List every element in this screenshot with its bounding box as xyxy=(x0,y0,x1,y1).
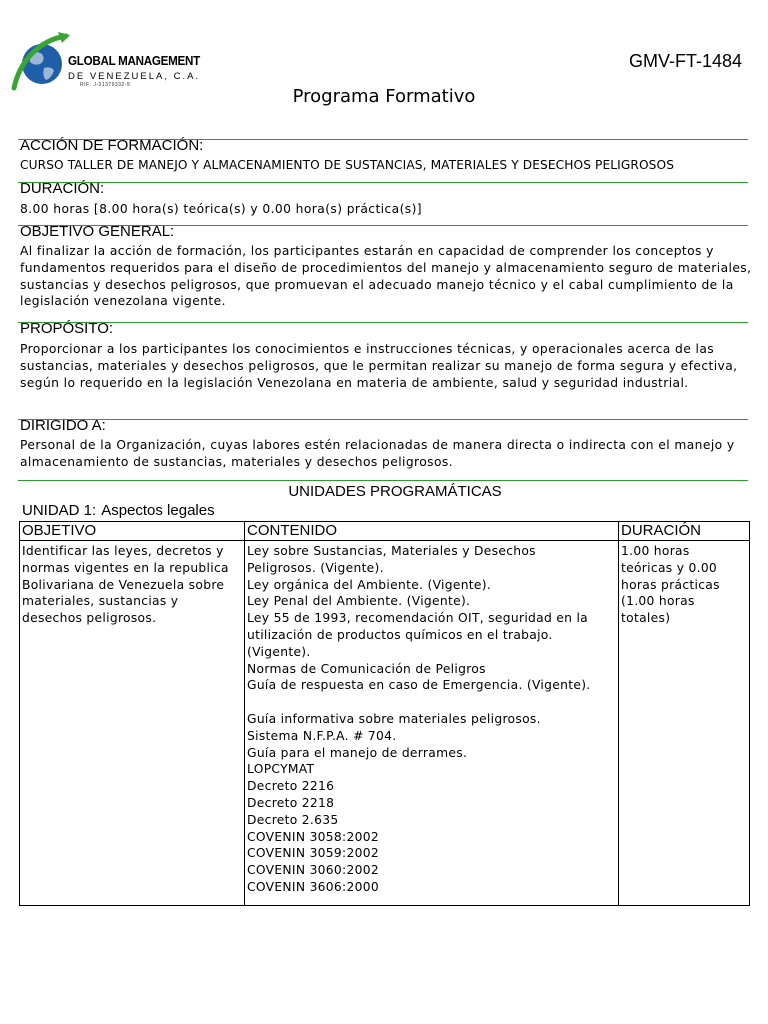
unidades-heading: UNIDADES PROGRAMÁTICAS xyxy=(288,483,502,500)
accion-text: CURSO TALLER DE MANEJO Y ALMACENAMIENTO DE SUSTANCIAS, MATERIALES Y DESECHOS PELIGROSOS xyxy=(20,158,675,172)
objetivo-cell: Identificar las leyes, decretos y normas vigentes en la republica Bolivariana de Venezuela sobre materiales, sustancias y desechos peligrosos. xyxy=(20,541,245,906)
duracion-line: teóricas y 0.00 xyxy=(621,560,718,575)
logo-rif: RIF: J-31379332-9 xyxy=(80,82,131,88)
table-header-row xyxy=(20,522,750,541)
column-header-contenido: CONTENIDO xyxy=(245,522,619,541)
document-title: Programa Formativo xyxy=(292,86,476,107)
contenido-line: Ley orgánica del Ambiente. (Vigente). xyxy=(247,577,492,592)
contenido-line: Peligrosos. (Vigente). xyxy=(247,560,384,575)
logo-brand-text: GLOBAL MANAGEMENT xyxy=(68,54,200,68)
contenido-line: Guía informativa sobre materiales peligrosos. xyxy=(247,711,541,726)
duracion-line: horas prácticas xyxy=(621,577,720,592)
proposito-text: Proporcionar a los participantes los conocimientos e instrucciones técnicas, y operacionales acerca de las sustancias, materiales y desechos peligrosos, que le permitan realizar su manejo de forma segura y efectiva, según lo requerido en la legislación Venezolana en materia de ambiente, salud y seguridad industrial. xyxy=(20,342,738,390)
contenido-line: COVENIN 3058:2002 xyxy=(247,829,379,844)
contenido-line: Decreto 2218 xyxy=(247,795,335,810)
contenido-line: utilización de productos químicos en el trabajo. xyxy=(247,627,553,642)
section-divider xyxy=(18,419,748,420)
objetivo-heading: OBJETIVO GENERAL: xyxy=(20,223,175,240)
section-divider xyxy=(18,480,748,481)
section-divider xyxy=(18,322,748,323)
unit-name: Aspectos legales xyxy=(101,502,215,519)
duracion-line: 1.00 horas xyxy=(621,544,690,558)
unit-label: UNIDAD 1: xyxy=(22,502,97,519)
dirigido-text: Personal de la Organización, cuyas labores estén relacionadas de manera directa o indirecta con el manejo y almacenamiento de sustancias, materiales y desechos peligrosos. xyxy=(20,438,735,469)
column-header-duracion: DURACIÓN xyxy=(619,522,750,541)
contenido-line: Ley sobre Sustancias, Materiales y Desechos xyxy=(247,544,536,558)
contenido-cell xyxy=(245,541,619,906)
duracion-cell xyxy=(619,541,750,906)
contenido-line: Ley 55 de 1993, recomendación OIT, seguridad en la xyxy=(247,611,589,626)
logo-subtitle: DE VENEZUELA, C.A. xyxy=(68,71,201,82)
contenido-line: COVENIN 3606:2000 xyxy=(247,879,379,894)
duracion-line: (1.00 horas xyxy=(621,594,695,609)
contenido-line: Sistema N.F.P.A. # 704. xyxy=(247,728,397,743)
accion-heading: ACCIÓN DE FORMACIÓN: xyxy=(20,137,204,154)
table-row xyxy=(20,541,750,906)
contenido-line: Ley Penal del Ambiente. (Vigente). xyxy=(247,594,471,609)
section-divider xyxy=(18,182,748,183)
contenido-line: Guía para el manejo de derrames. xyxy=(247,745,468,760)
contenido-line: Decreto 2216 xyxy=(247,779,335,794)
contenido-line: Normas de Comunicación de Peligros xyxy=(247,661,486,676)
unit-table xyxy=(19,521,750,906)
contenido-line: Decreto 2.635 xyxy=(247,812,339,827)
contenido-line xyxy=(247,694,616,711)
proposito-heading: PROPÓSITO: xyxy=(20,320,114,337)
document-code: GMV-FT-1484 xyxy=(628,51,742,71)
duracion-line: totales) xyxy=(621,611,671,626)
contenido-line: (Vigente). xyxy=(247,644,311,659)
company-logo xyxy=(10,30,200,94)
contenido-line: LOPCYMAT xyxy=(247,762,315,777)
contenido-line: COVENIN 3060:2002 xyxy=(247,863,379,878)
column-header-objetivo: OBJETIVO xyxy=(20,522,245,541)
duracion-heading: DURACIÓN: xyxy=(20,180,105,197)
dirigido-heading: DIRIGIDO A: xyxy=(20,417,106,434)
contenido-line: COVENIN 3059:2002 xyxy=(247,846,379,861)
unit-title xyxy=(22,502,220,519)
globe-logo-icon xyxy=(10,30,72,94)
contenido-line: Guía de respuesta en caso de Emergencia. (Vigente). xyxy=(247,678,591,693)
objetivo-text: Al finalizar la acción de formación, los participantes estarán en capacidad de comprender los conceptos y fundamentos requeridos para el diseño de procedimientos del manejo y almacenamiento seguro de materiales, sustancias y desechos peligrosos, que promuevan el adecuado manejo técnico y el cabal cumplimiento de la legislación venezolana vigente. xyxy=(20,244,752,309)
duracion-text: 8.00 horas [8.00 hora(s) teórica(s) y 0.00 hora(s) práctica(s)] xyxy=(20,202,422,216)
